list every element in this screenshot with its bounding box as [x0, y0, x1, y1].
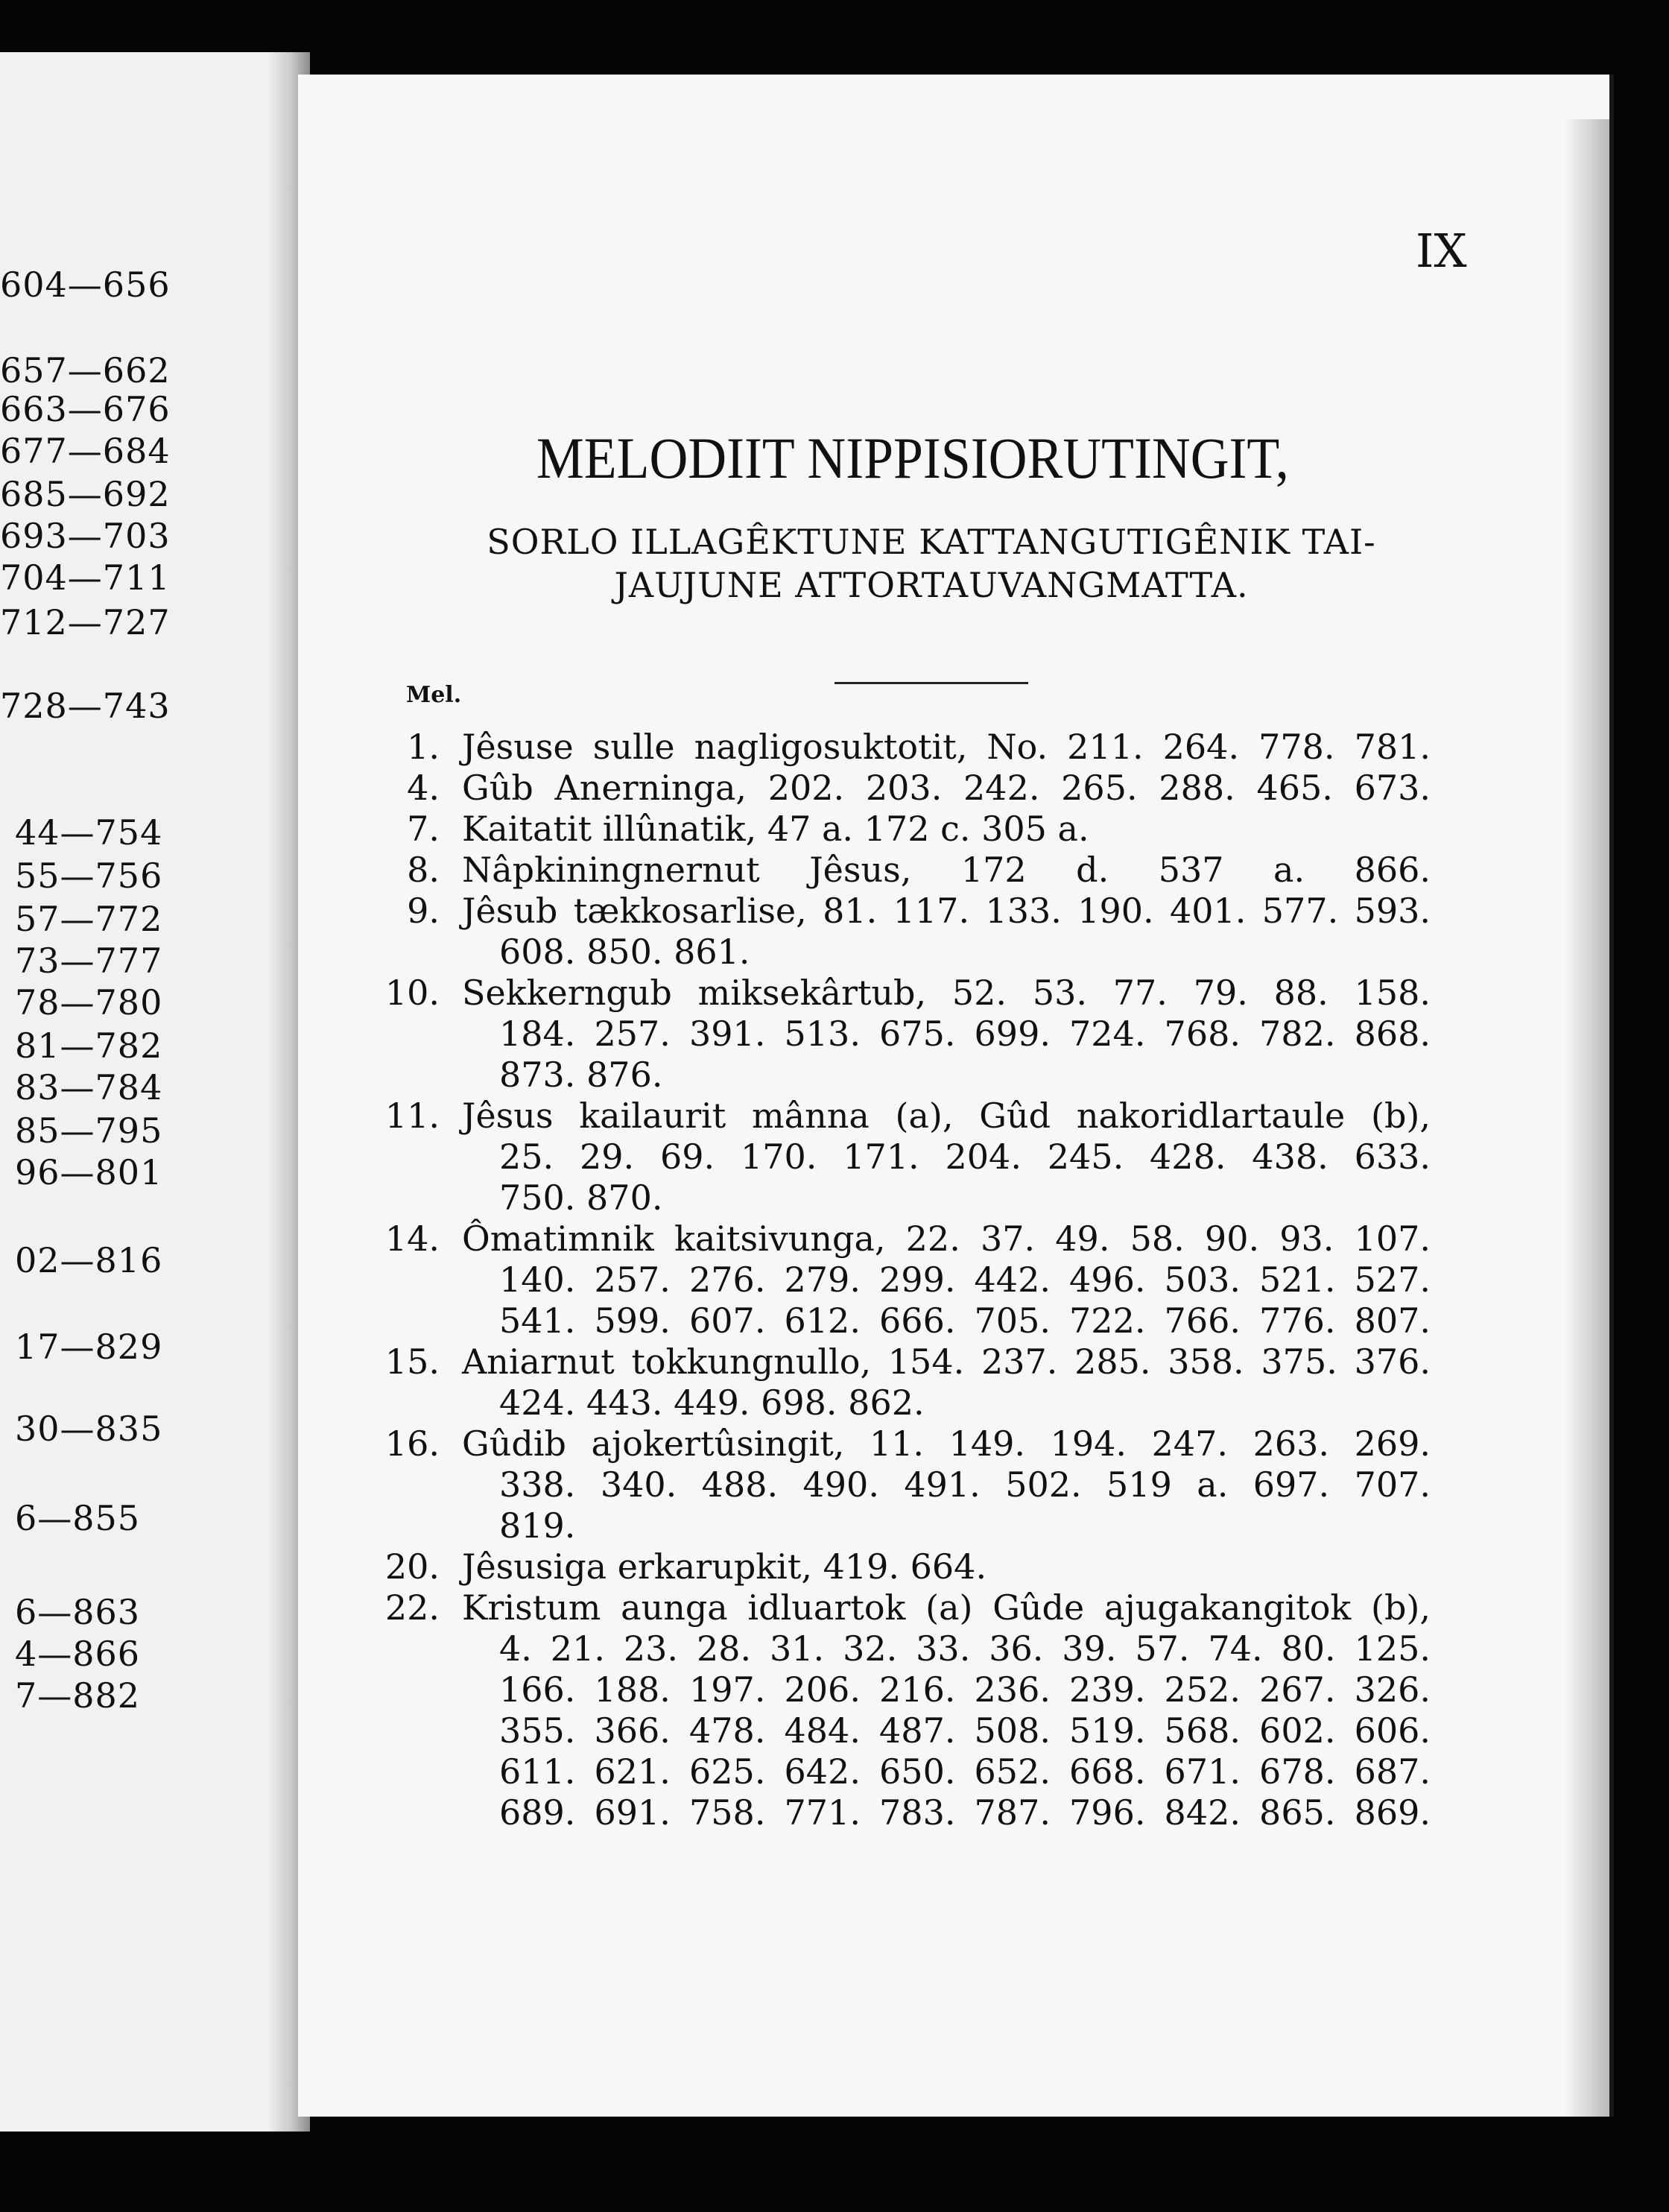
melody-number: 15.: [384, 1342, 440, 1382]
melody-entry-text: 4. 21. 23. 28. 31. 32. 33. 36. 39. 57. 74. 80. 125.: [499, 1628, 1431, 1669]
left-page-range: 6—855: [15, 1498, 141, 1538]
subtitle-line-1: SORLO ILLAGÊKTUNE KATTANGUTIGÊNIK TAI-: [487, 522, 1376, 562]
melody-entry-text: 166. 188. 197. 206. 216. 236. 239. 252. 267. 326.: [499, 1669, 1431, 1710]
melody-entry-text: Aniarnut tokkungnullo, 154. 237. 285. 358. 375. 376.: [462, 1342, 1431, 1382]
left-page-range: 44—754: [15, 812, 163, 853]
left-page-range: 78—780: [15, 982, 163, 1023]
left-page-range: 55—756: [15, 856, 163, 896]
melody-entry-text: 355. 366. 478. 484. 487. 508. 519. 568. 602. 606.: [499, 1710, 1431, 1751]
melody-number: 20.: [384, 1546, 440, 1587]
melody-entry-text: Nâpkiningnernut Jêsus, 172 d. 537 a. 866.: [462, 850, 1431, 890]
left-page-range: 4—866: [15, 1634, 141, 1674]
melody-entry-text: Kristum aunga idluartok (a) Gûde ajugakangitok (b),: [462, 1587, 1431, 1628]
melody-entry-text: Gûb Anerninga, 202. 203. 242. 265. 288. 465. 673.: [462, 768, 1431, 808]
left-page-range: 85—795: [15, 1110, 163, 1151]
melody-entry-text: 750. 870.: [499, 1178, 663, 1218]
melody-number: 16.: [384, 1423, 440, 1464]
melody-entry-text: 541. 599. 607. 612. 666. 705. 722. 766. 776. 807.: [499, 1301, 1431, 1341]
left-page-range: 57—772: [15, 899, 163, 939]
left-page-range: 657—662: [0, 350, 171, 391]
melody-entry-text: 608. 850. 861.: [499, 932, 750, 972]
melody-entry-text: 25. 29. 69. 170. 171. 204. 245. 428. 438. 633.: [499, 1137, 1431, 1177]
melody-entry-text: 819.: [499, 1505, 576, 1546]
melody-entry-text: Jêsusiga erkarupkit, 419. 664.: [462, 1546, 987, 1587]
melody-number: 4.: [407, 768, 440, 808]
melody-number: 14.: [384, 1219, 440, 1259]
subtitle-line-2: JAUJUNE ATTORTAUVANGMATTA.: [614, 565, 1249, 605]
left-page-range: 02—816: [15, 1240, 163, 1280]
left-page-range: 712—727: [0, 602, 171, 642]
melody-entry-text: Kaitatit illûnatik, 47 a. 172 c. 305 a.: [462, 809, 1089, 849]
melody-entry-text: 140. 257. 276. 279. 299. 442. 496. 503. 521. 527.: [499, 1260, 1431, 1300]
melody-entry-text: Jêsuse sulle nagligosuktotit, No. 211. 264. 778. 781.: [462, 727, 1431, 767]
left-page-range: 17—829: [15, 1327, 163, 1367]
left-page-range: 81—782: [15, 1026, 163, 1066]
left-page-range: 677—684: [0, 431, 171, 471]
melody-entry-text: Sekkerngub miksekârtub, 52. 53. 77. 79. 88. 158.: [462, 973, 1431, 1013]
melody-entry-text: 338. 340. 488. 490. 491. 502. 519 a. 697. 707.: [499, 1464, 1431, 1505]
melody-entry-text: Gûdib ajokertûsingit, 11. 149. 194. 247. 263. 269.: [462, 1423, 1431, 1464]
left-page-range: 685—692: [0, 474, 171, 514]
melody-number: 9.: [407, 891, 440, 931]
page-title: MELODIIT NIPPISIORUTINGIT,: [536, 426, 1289, 490]
title-rule: [834, 682, 1028, 684]
mel-column-label: Mel.: [406, 682, 462, 708]
melody-number: 8.: [407, 850, 440, 890]
left-page-range: 663—676: [0, 389, 171, 429]
melody-number: 1.: [407, 727, 440, 767]
melody-entry-text: Jêsus kailaurit mânna (a), Gûd nakoridlartaule (b),: [462, 1096, 1431, 1136]
left-page-range: 30—835: [15, 1409, 163, 1449]
melody-entry-text: 873. 876.: [499, 1055, 663, 1095]
melody-entry-text: 611. 621. 625. 642. 650. 652. 668. 671. 678. 687.: [499, 1751, 1431, 1792]
left-page-range: 7—882: [15, 1675, 141, 1716]
left-page-range: 693—703: [0, 516, 171, 556]
left-page-range: 6—863: [15, 1592, 141, 1632]
melody-number: 22.: [384, 1587, 440, 1628]
left-page-range: 73—777: [15, 941, 163, 981]
left-page-range: 96—801: [15, 1152, 163, 1192]
melody-number: 11.: [384, 1096, 440, 1136]
page-edge-shadow: [1565, 119, 1609, 2117]
page-number: IX: [1416, 224, 1467, 278]
left-page-range: 83—784: [15, 1067, 163, 1107]
left-page-range: 704—711: [0, 557, 171, 598]
melody-entry-text: Jêsub tækkosarlise, 81. 117. 133. 190. 401. 577. 593.: [462, 891, 1431, 931]
melody-entry-text: 424. 443. 449. 698. 862.: [499, 1382, 925, 1423]
melody-entry-text: 184. 257. 391. 513. 675. 699. 724. 768. 782. 868.: [499, 1014, 1431, 1054]
left-page-range: 604—656: [0, 265, 171, 305]
left-page-range: 728—743: [0, 686, 171, 726]
melody-number: 7.: [407, 809, 440, 849]
melody-entry-text: Ômatimnik kaitsivunga, 22. 37. 49. 58. 90. 93. 107.: [462, 1219, 1431, 1259]
melody-entry-text: 689. 691. 758. 771. 783. 787. 796. 842. 865. 869.: [499, 1792, 1431, 1833]
melody-number: 10.: [384, 973, 440, 1013]
